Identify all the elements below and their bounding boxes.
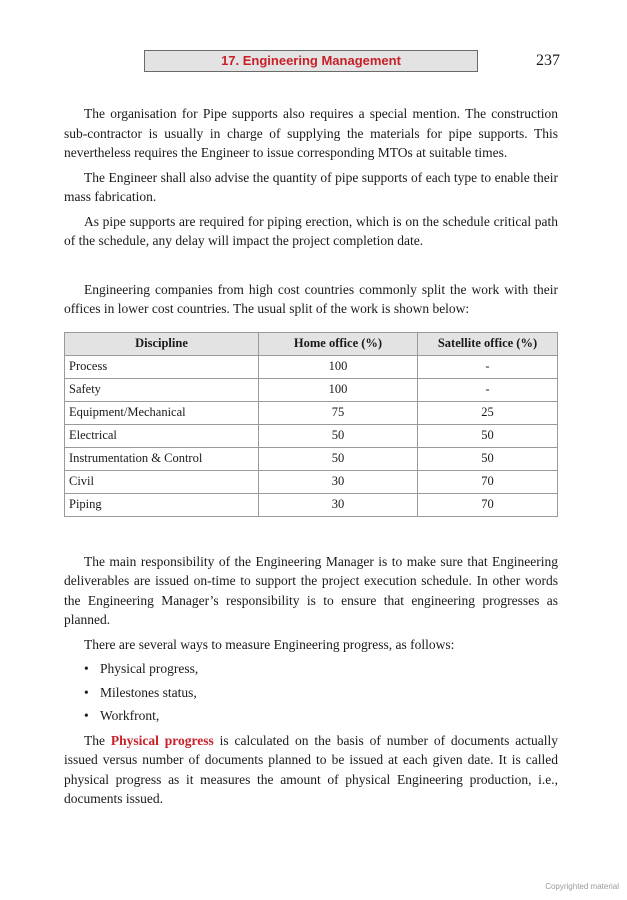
paragraph-progress-intro: There are several ways to measure Engineering progress, as follows: <box>84 636 455 652</box>
work-split-table <box>64 332 558 517</box>
chapter-title: 17. Engineering Management <box>221 53 401 68</box>
cell-satellite-office: - <box>418 378 558 401</box>
paragraph-manager-responsibility: The main responsibility of the Engineering Manager is to make sure that Engineering deliverables are issued on-time to support the project execution schedule. In other words the Engineering Manager’s responsibility is to ensure that engineering progresses as planned. <box>64 553 558 627</box>
progress-methods-list <box>64 659 558 726</box>
table-row <box>65 493 558 516</box>
table-row <box>65 470 558 493</box>
list-item <box>64 659 558 679</box>
bullet-icon: • <box>84 684 89 700</box>
cell-satellite-office: 70 <box>418 470 558 493</box>
cell-satellite-office: 70 <box>418 493 558 516</box>
cell-home-office: 30 <box>259 470 418 493</box>
list-item <box>64 683 558 703</box>
bullet-icon: • <box>84 708 89 723</box>
copyright-watermark: Copyrighted material <box>545 882 619 891</box>
cell-discipline: Process <box>65 355 259 378</box>
column-header-home-office: Home office (%) <box>259 332 418 355</box>
page-body <box>64 104 558 809</box>
list-item <box>64 706 558 726</box>
cell-satellite-office: 25 <box>418 401 558 424</box>
cell-home-office: 50 <box>259 424 418 447</box>
physical-progress-definition: is calculated on the basis of number of documents actually issued versus number of documents planned to be issued at each given date. It is called physical progress as it measures the amount of physical Engineering production, i.e., documents issued. <box>64 732 558 806</box>
column-header-satellite-office: Satellite office (%) <box>418 332 558 355</box>
table-row <box>65 355 558 378</box>
paragraph-work-split: Engineering companies from high cost countries commonly split the work with their offices in lower cost countries. The usual split of the work is shown below: <box>64 281 558 316</box>
paragraph-physical-progress <box>64 731 558 809</box>
cell-home-office: 50 <box>259 447 418 470</box>
cell-discipline: Piping <box>65 493 259 516</box>
cell-discipline: Equipment/Mechanical <box>65 401 259 424</box>
physical-progress-term: Physical progress <box>110 732 214 748</box>
physical-progress-lead: The <box>84 732 111 748</box>
cell-satellite-office: - <box>418 355 558 378</box>
list-item-text: Workfront, <box>100 708 160 723</box>
paragraph-pipe-supports: The organisation for Pipe supports also requires a special mention. The construction sub-contractor is usually in charge of supplying the materials for pipe supports. This nevertheless requires the Engineer to issue corresponding MTOs at suitable times. <box>64 106 558 160</box>
column-header-discipline: Discipline <box>65 332 259 355</box>
cell-discipline: Electrical <box>65 424 259 447</box>
paragraph-critical-path: As pipe supports are required for piping erection, which is on the schedule critical path of the schedule, any delay will impact the project completion date. <box>64 213 558 248</box>
chapter-header <box>144 50 478 72</box>
cell-home-office: 30 <box>259 493 418 516</box>
cell-home-office: 75 <box>259 401 418 424</box>
cell-satellite-office: 50 <box>418 447 558 470</box>
table-row <box>65 401 558 424</box>
bullet-icon: • <box>84 661 89 676</box>
cell-home-office: 100 <box>259 355 418 378</box>
list-item-text: Milestones status, <box>100 684 197 700</box>
cell-discipline: Safety <box>65 378 259 401</box>
page-number: 237 <box>536 52 560 69</box>
table-row <box>65 447 558 470</box>
table-header-row <box>65 332 558 355</box>
cell-discipline: Instrumentation & Control <box>65 447 259 470</box>
cell-home-office: 100 <box>259 378 418 401</box>
list-item-text: Physical progress, <box>100 661 199 676</box>
table-row <box>65 378 558 401</box>
paragraph-quantity: The Engineer shall also advise the quantity of pipe supports of each type to enable their mass fabrication. <box>64 169 558 204</box>
cell-discipline: Civil <box>65 470 259 493</box>
table-row <box>65 424 558 447</box>
cell-satellite-office: 50 <box>418 424 558 447</box>
